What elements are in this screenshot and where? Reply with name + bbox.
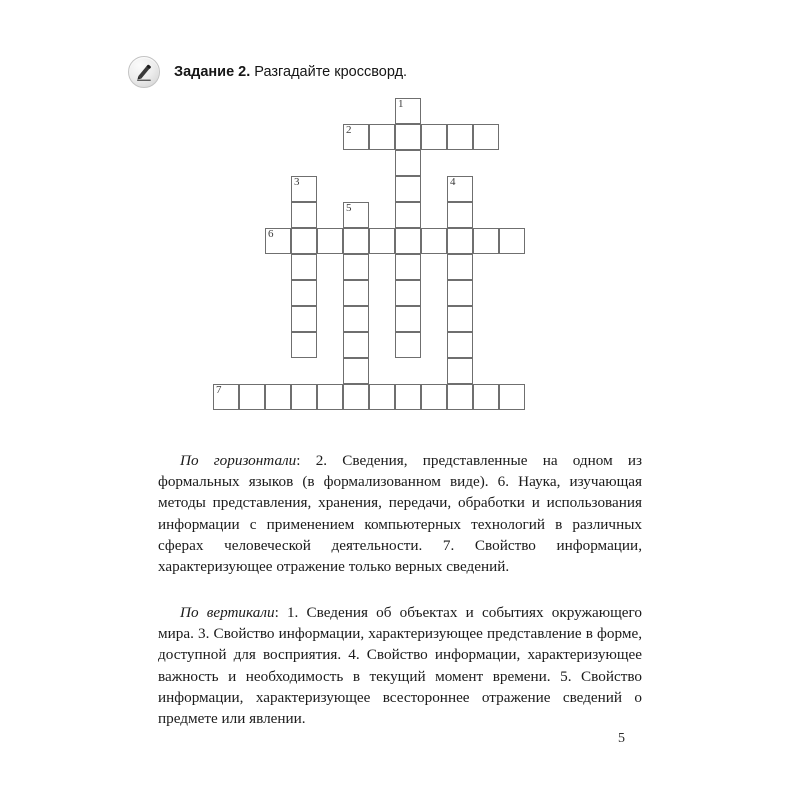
crossword-cell[interactable] bbox=[395, 150, 421, 176]
crossword-cell[interactable] bbox=[265, 228, 291, 254]
crossword-cell[interactable] bbox=[499, 384, 525, 410]
clues-across-label: По горизонтали bbox=[180, 452, 297, 469]
crossword-cell[interactable] bbox=[343, 358, 369, 384]
crossword-cell[interactable] bbox=[343, 384, 369, 410]
crossword-cell[interactable] bbox=[291, 176, 317, 202]
crossword-cell[interactable] bbox=[447, 124, 473, 150]
task-label: Задание 2. bbox=[174, 64, 251, 80]
crossword-cell[interactable] bbox=[395, 306, 421, 332]
crossword-cell[interactable] bbox=[395, 98, 421, 124]
crossword-cell[interactable] bbox=[395, 202, 421, 228]
crossword-cell[interactable] bbox=[343, 124, 369, 150]
crossword-cell[interactable] bbox=[395, 124, 421, 150]
crossword-cell[interactable] bbox=[291, 202, 317, 228]
crossword-cell[interactable] bbox=[499, 228, 525, 254]
crossword-cell[interactable] bbox=[291, 254, 317, 280]
clues-down bbox=[158, 602, 642, 729]
crossword-cell[interactable] bbox=[447, 254, 473, 280]
crossword-cell[interactable] bbox=[317, 384, 343, 410]
crossword-cell-number: 4 bbox=[450, 176, 456, 188]
clues-across-text: : 2. Сведения, представленные на одном из формальных языков (в формализованном виде). 6. Наука, изучающая методы представления, хранения, передачи, обработки и использования информации с применением компьютерных технологий в различных сферах человеческой деятельности. 7. Свойство информации, характеризующее отражение только верных сведений. bbox=[158, 452, 642, 576]
crossword-cell[interactable] bbox=[343, 202, 369, 228]
page-number: 5 bbox=[618, 731, 625, 746]
crossword-cell[interactable] bbox=[343, 280, 369, 306]
crossword-cell[interactable] bbox=[447, 228, 473, 254]
crossword-cell-number: 2 bbox=[346, 124, 352, 136]
crossword-cell[interactable] bbox=[369, 384, 395, 410]
clues-across bbox=[158, 450, 642, 577]
crossword-cell[interactable] bbox=[395, 176, 421, 202]
crossword-cell[interactable] bbox=[447, 384, 473, 410]
crossword-cell[interactable] bbox=[395, 280, 421, 306]
crossword-cell-number: 7 bbox=[216, 384, 222, 396]
crossword-cell[interactable] bbox=[447, 202, 473, 228]
crossword-cell[interactable] bbox=[421, 228, 447, 254]
crossword-cell[interactable] bbox=[473, 384, 499, 410]
crossword-cell[interactable] bbox=[421, 124, 447, 150]
crossword-cell[interactable] bbox=[421, 384, 447, 410]
crossword-cell[interactable] bbox=[317, 228, 343, 254]
crossword-cell[interactable] bbox=[473, 124, 499, 150]
crossword-cell[interactable] bbox=[473, 228, 499, 254]
clues-down-label: По вертикали bbox=[180, 604, 275, 621]
crossword-cell[interactable] bbox=[395, 332, 421, 358]
crossword-cell[interactable] bbox=[395, 254, 421, 280]
crossword-cell[interactable] bbox=[447, 280, 473, 306]
crossword-cell[interactable] bbox=[343, 254, 369, 280]
crossword-cell[interactable] bbox=[369, 124, 395, 150]
crossword-cell[interactable] bbox=[343, 332, 369, 358]
crossword-cell[interactable] bbox=[291, 384, 317, 410]
crossword-cell[interactable] bbox=[239, 384, 265, 410]
crossword-cell[interactable] bbox=[395, 228, 421, 254]
crossword-cell[interactable] bbox=[291, 306, 317, 332]
crossword-cell[interactable] bbox=[369, 228, 395, 254]
crossword-cell-number: 5 bbox=[346, 202, 352, 214]
crossword-cell[interactable] bbox=[447, 176, 473, 202]
crossword-cell[interactable] bbox=[395, 384, 421, 410]
crossword-cell[interactable] bbox=[447, 332, 473, 358]
crossword-cell[interactable] bbox=[213, 384, 239, 410]
crossword-cell[interactable] bbox=[343, 306, 369, 332]
crossword-cell[interactable] bbox=[291, 280, 317, 306]
crossword-cell[interactable] bbox=[447, 306, 473, 332]
crossword-cell-number: 6 bbox=[268, 228, 274, 240]
task-instruction: Разгадайте кроссворд. bbox=[250, 64, 408, 80]
crossword-cell-number: 1 bbox=[398, 98, 404, 110]
clues-down-text: : 1. Сведения об объектах и событиях окружающего мира. 3. Свойство информации, характеризующее представление в форме, доступной для восприятия. 4. Свойство информации, характеризующее важность и необходимость в текущий момент времени. 5. Свойство информации, характеризующее всестороннее отражение сведений о предмете или явлении. bbox=[158, 604, 642, 728]
crossword-cell[interactable] bbox=[447, 358, 473, 384]
crossword-cell[interactable] bbox=[265, 384, 291, 410]
crossword-cell[interactable] bbox=[291, 332, 317, 358]
crossword-cell[interactable] bbox=[343, 228, 369, 254]
crossword-cell-number: 3 bbox=[294, 176, 300, 188]
crossword-cell[interactable] bbox=[291, 228, 317, 254]
